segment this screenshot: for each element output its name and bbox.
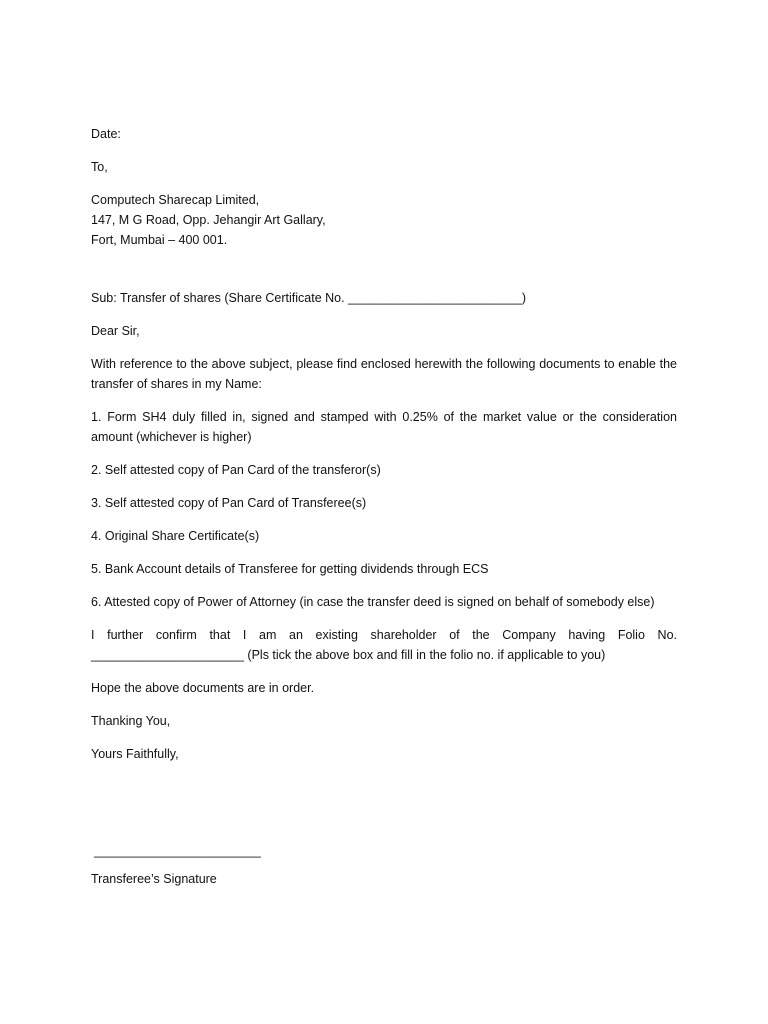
to-label: To, — [91, 160, 108, 174]
confirmation-paragraph: I further confirm that I am an existing shareholder of the Company having Folio No. ______________________ (Pls tick the above box and fill in the folio no. if applicable to you) — [91, 628, 681, 662]
list-item: 5. Bank Account details of Transferee for getting dividends through ECS — [91, 562, 489, 576]
salutation: Dear Sir, — [91, 324, 140, 338]
list-item: 4. Original Share Certificate(s) — [91, 529, 260, 543]
letter-page — [91, 124, 681, 889]
address-line-2: 147, M G Road, Opp. Jehangir Art Gallary, — [91, 213, 326, 227]
date-label: Date: — [91, 127, 121, 141]
thanks-line: Thanking You, — [91, 714, 171, 728]
subject-line: Sub: Transfer of shares (Share Certificate No. _________________________) — [91, 291, 527, 305]
list-item: 6. Attested copy of Power of Attorney (in case the transfer deed is signed on behalf of somebody else) — [91, 595, 655, 609]
closing-line: Yours Faithfully, — [91, 747, 179, 761]
hope-line: Hope the above documents are in order. — [91, 681, 315, 695]
signature-line: ________________________ — [94, 844, 261, 858]
address-line-3: Fort, Mumbai – 400 001. — [91, 233, 228, 247]
list-item: 1. Form SH4 duly filled in, signed and stamped with 0.25% of the market value or the consideration amount (whichever is higher) — [91, 410, 681, 444]
address-line-1: Computech Sharecap Limited, — [91, 193, 260, 207]
recipient-address — [91, 190, 677, 250]
document-list — [91, 407, 681, 612]
intro-paragraph: With reference to the above subject, please find enclosed herewith the following documents to enable the transfer of shares in my Name: — [91, 357, 681, 391]
list-item: 2. Self attested copy of Pan Card of the transferor(s) — [91, 463, 381, 477]
signature-caption: Transferee’s Signature — [91, 872, 217, 886]
list-item: 3. Self attested copy of Pan Card of Transferee(s) — [91, 496, 367, 510]
